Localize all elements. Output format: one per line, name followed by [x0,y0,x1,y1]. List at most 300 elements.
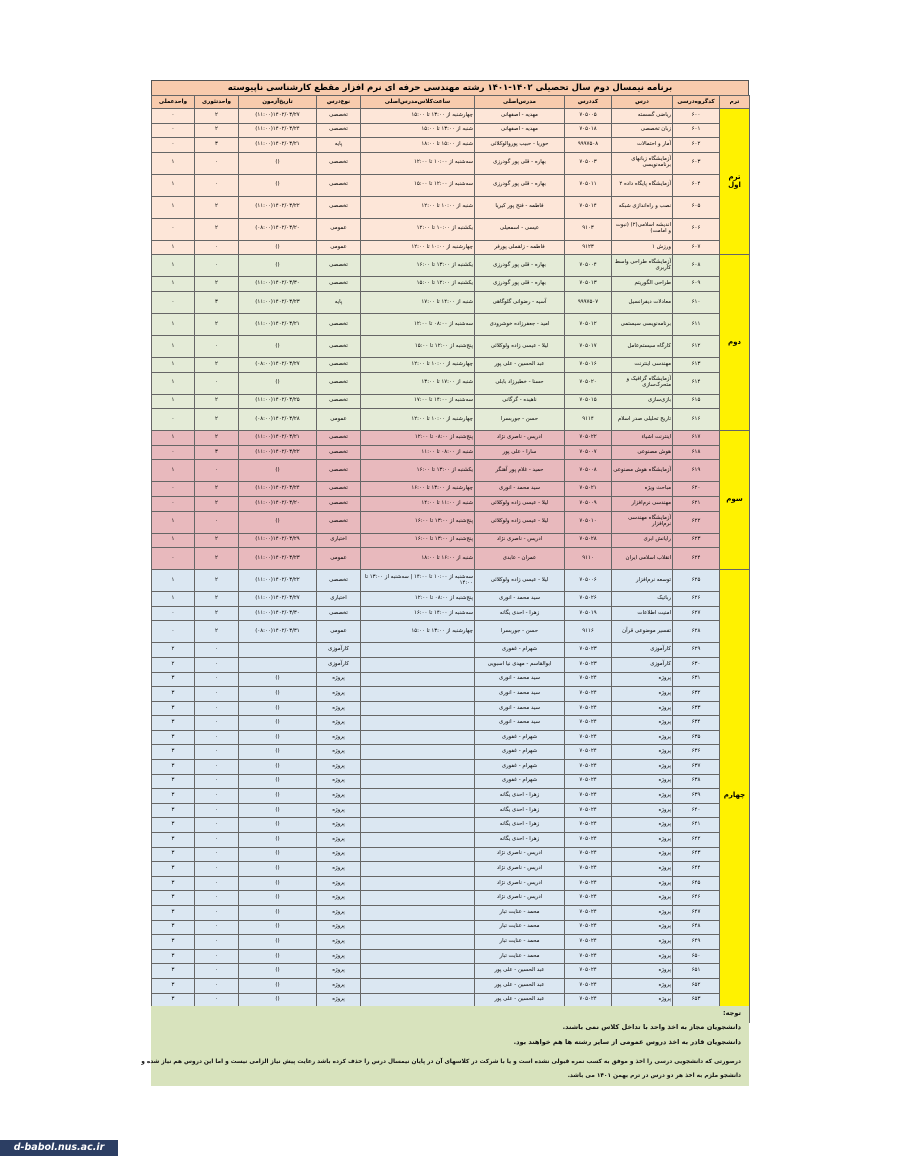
table-row [152,218,750,240]
cell-instructor: عمران - عابدی [475,548,565,570]
cell-course-name: آزمایشگاه زبانهای برنامه‌نویسی [612,152,673,174]
cell-group-code: ۶۲۰ [673,482,720,497]
cell-course-type: پروژه [317,847,361,862]
cell-instructor: محمد - عنایت تبار [475,949,565,964]
cell-course-type: پروژه [317,760,361,775]
cell-theory-units: ۲ [195,277,239,292]
cell-instructor: مهدیه - اصفهانی [475,123,565,138]
cell-group-code: ۶۳۴ [673,716,720,731]
cell-group-code: ۶۱۱ [673,313,720,335]
cell-instructor: بهاره - قلی پور گودرزی [475,277,565,292]
cell-course-name: پروژه [612,716,673,731]
cell-theory-units: ۲ [195,313,239,335]
cell-course-name: پروژه [612,949,673,964]
cell-course-code: ۷۰۵۰۲۴ [565,745,612,760]
cell-group-code: ۶۴۷ [673,906,720,921]
cell-theory-units: ۲ [195,570,239,592]
cell-practical-units: ۳ [152,833,195,848]
cell-course-code: ۷۰۵۰۲۳ [565,657,612,672]
cell-class-time [361,672,475,687]
cell-course-type: پروژه [317,891,361,906]
table-row [152,687,750,702]
cell-practical-units: ۱ [152,196,195,218]
cell-course-name: کارآموزی [612,643,673,658]
term-label: سوم [720,431,750,570]
table-row [152,196,750,218]
table-row [152,240,750,255]
table-body [152,109,750,1023]
cell-class-time: پنج‌شنبه از ۱۲:۰۰ تا ۱۵:۰۰ [361,335,475,357]
cell-course-name: ورزش ۱ [612,240,673,255]
cell-practical-units: ۱ [152,431,195,446]
cell-instructor: لیلا - عیسی زاده ولوکلائی [475,335,565,357]
cell-course-type: تخصصی [317,570,361,592]
cell-theory-units: ۰ [195,335,239,357]
cell-group-code: ۶۰۹ [673,277,720,292]
cell-group-code: ۶۴۵ [673,876,720,891]
cell-course-code: ۷۰۵۰۲۲ [565,431,612,446]
cell-instructor: زهرا - احدی یگانه [475,818,565,833]
col-header-term: ترم [720,96,750,109]
cell-practical-units: ۳ [152,920,195,935]
cell-theory-units: ۰ [195,760,239,775]
cell-instructor: آسیه - رضوانی گلوگاهی [475,291,565,313]
cell-practical-units: ۲ [152,643,195,658]
cell-exam-date: () [239,833,317,848]
table-row [152,906,750,921]
table-row [152,570,750,592]
cell-practical-units: ۳ [152,935,195,950]
col-header-class-time: ساعت‌کلاس‌مدرس‌اصلی [361,96,475,109]
col-header-instructor: مدرس‌اصلی [475,96,565,109]
cell-course-name: طراحی الگوریتم [612,277,673,292]
cell-course-name: پروژه [612,964,673,979]
cell-course-code: ۷۰۵۰۲۴ [565,906,612,921]
cell-instructor: سید محمد - انوری [475,687,565,702]
col-header-theory-units: واحدتئوری [195,96,239,109]
cell-group-code: ۶۰۶ [673,218,720,240]
cell-theory-units: ۰ [195,862,239,877]
cell-theory-units: ۰ [195,891,239,906]
cell-group-code: ۶۱۷ [673,431,720,446]
cell-instructor: بهاره - قلی پور گودرزی [475,152,565,174]
cell-group-code: ۶۰۲ [673,138,720,153]
cell-class-time: سه‌شنبه از ۱۴:۰۰ تا ۱۶:۰۰ [361,606,475,621]
cell-exam-date: () [239,716,317,731]
cell-course-type: اختیاری [317,533,361,548]
cell-group-code: ۶۴۴ [673,862,720,877]
cell-group-code: ۶۱۲ [673,335,720,357]
cell-theory-units: ۲ [195,357,239,372]
cell-course-name: توسعه نرم‌افزار [612,570,673,592]
cell-practical-units: ۳ [152,906,195,921]
table-row [152,431,750,446]
cell-course-type: پروژه [317,774,361,789]
cell-instructor: سید محمد - انوری [475,482,565,497]
cell-theory-units: ۰ [195,372,239,394]
cell-practical-units: ۳ [152,978,195,993]
cell-practical-units: ۳ [152,847,195,862]
cell-instructor: شهرام - غفوری [475,643,565,658]
cell-class-time: سه‌شنبه از ۱۴:۰۰ تا ۱۷:۰۰ [361,394,475,409]
cell-practical-units: ۱ [152,357,195,372]
cell-course-code: ۷۰۵۰۲۴ [565,774,612,789]
cell-group-code: ۶۵۱ [673,964,720,979]
cell-course-code: ۹۱۱۴ [565,409,612,431]
cell-course-code: ۷۰۵۰۲۰ [565,372,612,394]
cell-course-code: ۷۰۵۰۲۴ [565,964,612,979]
cell-exam-date: ۱۴۰۲/۰۳/۲۱(۱۱:۰۰) [239,431,317,446]
cell-exam-date: () [239,174,317,196]
cell-course-code: ۷۰۵۰۱۸ [565,123,612,138]
note-line: دانشجویان قادر به اخذ دروس عمومی از سایر رشته ها هم خواهند بود. [513,1038,741,1046]
cell-practical-units: ۰ [152,291,195,313]
cell-course-code: ۷۰۵۰۲۴ [565,993,612,1008]
cell-class-time: شنبه از ۱۶:۰۰ تا ۱۸:۰۰ [361,548,475,570]
cell-course-type: تخصصی [317,109,361,124]
cell-course-name: پروژه [612,803,673,818]
table-row [152,255,750,277]
cell-course-name: پروژه [612,672,673,687]
cell-course-name: امنیت اطلاعات [612,606,673,621]
cell-instructor: سید محمد - انوری [475,672,565,687]
cell-course-type: پایه [317,138,361,153]
cell-theory-units: ۲ [195,621,239,643]
cell-course-name: پروژه [612,978,673,993]
cell-practical-units: ۱ [152,335,195,357]
cell-course-type: تخصصی [317,277,361,292]
col-header-course: درس [612,96,673,109]
cell-course-name: پروژه [612,993,673,1008]
cell-course-code: ۷۰۵۰۲۴ [565,891,612,906]
table-row [152,949,750,964]
cell-course-code: ۹۹۹۷۵۰۷ [565,291,612,313]
cell-theory-units: ۲ [195,109,239,124]
table-row [152,511,750,533]
cell-practical-units: ۱ [152,533,195,548]
table-row [152,372,750,394]
cell-exam-date: ۱۴۰۲/۰۳/۲۲(۱۱:۰۰) [239,196,317,218]
cell-instructor: لیلا - عیسی زاده ولوکلائی [475,570,565,592]
cell-theory-units: ۰ [195,672,239,687]
cell-group-code: ۶۰۰ [673,109,720,124]
cell-practical-units: ۳ [152,760,195,775]
table-row [152,745,750,760]
table-header-row [152,96,750,109]
cell-course-type: تخصصی [317,431,361,446]
cell-course-type: تخصصی [317,460,361,482]
cell-group-code: ۶۰۳ [673,152,720,174]
cell-exam-date: ۱۴۰۲/۰۳/۳۰(۱۱:۰۰) [239,277,317,292]
cell-group-code: ۶۴۰ [673,803,720,818]
cell-class-time: سه‌شنبه از ۱۰:۰۰ تا ۱۴:۰۰ | سه‌شنبه از ۱۳:۰۰ تا ۱۴:۰۰ [361,570,475,592]
cell-exam-date: ۱۴۰۲/۰۳/۲۱(۱۱:۰۰) [239,313,317,335]
cell-course-code: ۹۱۱۶ [565,621,612,643]
cell-theory-units: ۰ [195,240,239,255]
cell-theory-units: ۰ [195,920,239,935]
cell-exam-date: ۱۴۰۲/۰۳/۲۴(۱۱:۰۰) [239,123,317,138]
cell-instructor: شهرام - غفوری [475,774,565,789]
cell-theory-units: ۰ [195,716,239,731]
cell-instructor: بهاره - قلی پور گودرزی [475,174,565,196]
cell-class-time [361,716,475,731]
cell-theory-units: ۰ [195,174,239,196]
cell-class-time: یکشنبه از ۱۳:۰۰ تا ۱۶:۰۰ [361,460,475,482]
cell-course-name: پروژه [612,876,673,891]
table-row [152,482,750,497]
cell-course-name: کارگاه سیستم‌عامل [612,335,673,357]
cell-practical-units: ۰ [152,123,195,138]
cell-instructor: سید محمد - انوری [475,716,565,731]
cell-practical-units: ۱ [152,240,195,255]
cell-group-code: ۶۳۶ [673,745,720,760]
cell-course-name: تاریخ تحلیلی صدر اسلام [612,409,673,431]
cell-instructor: زهرا - احدی یگانه [475,789,565,804]
cell-course-code: ۷۰۵۰۲۴ [565,920,612,935]
cell-group-code: ۶۲۳ [673,533,720,548]
cell-course-name: اندیشه اسلامی(۲) (نبوت و امامت) [612,218,673,240]
cell-instructor: لیلا - عیسی زاده ولوکلائی [475,511,565,533]
table-row [152,621,750,643]
table-row [152,533,750,548]
cell-class-time: یکشنبه از ۱۰:۰۰ تا ۱۲:۰۰ [361,218,475,240]
cell-theory-units: ۲ [195,482,239,497]
cell-exam-date: ۱۴۰۲/۰۳/۲۴(۱۱:۰۰) [239,482,317,497]
cell-group-code: ۶۵۳ [673,993,720,1008]
cell-course-name: آزمایشگاه پایگاه داده ۲ [612,174,673,196]
cell-practical-units: ۰ [152,218,195,240]
cell-course-type: تخصصی [317,445,361,460]
cell-instructor: عبد الحسین - علی پور [475,978,565,993]
cell-course-type: پروژه [317,876,361,891]
cell-class-time [361,687,475,702]
cell-exam-date [239,657,317,672]
cell-practical-units: ۰ [152,606,195,621]
cell-class-time: چهارشنبه از ۱۳:۰۰ تا ۱۶:۰۰ [361,482,475,497]
cell-theory-units: ۲ [195,218,239,240]
cell-theory-units: ۰ [195,833,239,848]
cell-group-code: ۶۲۲ [673,511,720,533]
cell-course-name: پروژه [612,906,673,921]
cell-instructor: حوریا - حبیب پوروالوکلائی [475,138,565,153]
cell-course-name: مهندسی نرم‌افزار [612,496,673,511]
cell-course-code: ۷۰۵۰۲۴ [565,701,612,716]
cell-course-type: تخصصی [317,313,361,335]
cell-class-time [361,701,475,716]
cell-practical-units: ۰ [152,621,195,643]
cell-class-time: چهارشنبه از ۱۰:۰۰ تا ۱۲:۰۰ [361,357,475,372]
note-line: دانشجویان مجاز به اخذ واحد با تداخل کلاس نمی باشند. [562,1023,741,1031]
cell-course-code: ۷۰۵۰۱۶ [565,357,612,372]
cell-course-type: پروژه [317,862,361,877]
site-logo[interactable]: d-babol.nus.ac.ir [0,1140,118,1156]
cell-course-code: ۷۰۵۰۲۴ [565,876,612,891]
cell-instructor: محمد - عنایت تبار [475,920,565,935]
cell-instructor: زهرا - احدی یگانه [475,803,565,818]
table-row [152,592,750,607]
cell-theory-units: ۳ [195,445,239,460]
table-row [152,862,750,877]
cell-instructor: لیلا - عیسی زاده ولوکلائی [475,496,565,511]
table-row [152,774,750,789]
cell-class-time: پنج‌شنبه از ۰۸:۰۰ تا ۱۲:۰۰ [361,431,475,446]
table-row [152,847,750,862]
cell-exam-date: ۱۴۰۲/۰۳/۲۰(۰۸:۰۰) [239,218,317,240]
cell-exam-date: () [239,847,317,862]
table-row [152,548,750,570]
cell-exam-date: () [239,687,317,702]
cell-exam-date: ۱۴۰۲/۰۳/۲۷(۱۱:۰۰) [239,592,317,607]
cell-course-name: پروژه [612,847,673,862]
cell-course-code: ۷۰۵۰۲۴ [565,847,612,862]
cell-exam-date: () [239,993,317,1008]
cell-course-name: پروژه [612,687,673,702]
cell-exam-date: ۱۴۰۲/۰۳/۲۷(۰۸:۰۰) [239,357,317,372]
cell-course-type: تخصصی [317,357,361,372]
cell-instructor: عبد الحسین - علی پور [475,993,565,1008]
cell-group-code: ۶۰۷ [673,240,720,255]
cell-group-code: ۶۲۹ [673,643,720,658]
cell-group-code: ۶۴۳ [673,847,720,862]
cell-course-code: ۷۰۵۰۲۳ [565,643,612,658]
cell-theory-units: ۳ [195,138,239,153]
cell-group-code: ۶۲۸ [673,621,720,643]
cell-course-type: پروژه [317,935,361,950]
cell-theory-units: ۲ [195,431,239,446]
cell-course-code: ۷۰۵۰۲۱ [565,482,612,497]
cell-group-code: ۶۵۲ [673,978,720,993]
cell-instructor: حسن - جوربسرا [475,409,565,431]
cell-instructor: شهرام - غفوری [475,745,565,760]
cell-course-name: آزمایشگاه طراحی واسط کاربری [612,255,673,277]
cell-theory-units: ۰ [195,774,239,789]
cell-instructor: فاطمه - زلقملی پورفر [475,240,565,255]
cell-exam-date: () [239,949,317,964]
cell-theory-units: ۰ [195,152,239,174]
cell-class-time [361,876,475,891]
cell-exam-date: ۱۴۰۲/۰۳/۲۳(۱۱:۰۰) [239,291,317,313]
cell-instructor: عبد الحسین - علی پور [475,964,565,979]
cell-course-name: برنامه‌نویسی سیستمی [612,313,673,335]
cell-class-time [361,657,475,672]
notes-box [141,1006,749,1086]
cell-practical-units: ۳ [152,716,195,731]
cell-exam-date: () [239,906,317,921]
cell-course-type: پایه [317,291,361,313]
cell-group-code: ۶۳۹ [673,789,720,804]
cell-course-name: رباتیک [612,592,673,607]
table-row [152,803,750,818]
term-label: دوم [720,255,750,431]
table-row [152,833,750,848]
cell-class-time: شنبه از ۱۳:۰۰ تا ۱۵:۰۰ [361,123,475,138]
cell-class-time [361,643,475,658]
cell-course-type: تخصصی [317,482,361,497]
cell-exam-date: () [239,891,317,906]
cell-course-name: پروژه [612,760,673,775]
cell-course-name: رایانش ابری [612,533,673,548]
cell-group-code: ۶۳۸ [673,774,720,789]
cell-course-name: بازی‌سازی [612,394,673,409]
cell-practical-units: ۱ [152,255,195,277]
cell-group-code: ۶۱۶ [673,409,720,431]
cell-class-time [361,833,475,848]
cell-practical-units: ۱ [152,313,195,335]
cell-course-type: تخصصی [317,174,361,196]
cell-course-code: ۷۰۵۰۰۶ [565,570,612,592]
cell-course-code: ۷۰۵۰۲۴ [565,949,612,964]
cell-instructor: زهرا - احدی یگانه [475,606,565,621]
cell-exam-date: ۱۴۰۲/۰۳/۲۲(۱۱:۰۰) [239,445,317,460]
cell-class-time [361,745,475,760]
cell-theory-units: ۰ [195,847,239,862]
page-title: برنامه نیمسال دوم سال تحصیلی ۱۴۰۲-۱۴۰۱ رشته مهندسی حرفه ای نرم افزار مقطع کارشناسی ناپیوسته [151,80,749,95]
cell-class-time [361,818,475,833]
col-header-group-code: کدگروه‌درسی [673,96,720,109]
cell-course-code: ۷۰۵۰۰۹ [565,496,612,511]
cell-course-code: ۷۰۵۰۲۸ [565,533,612,548]
cell-course-code: ۷۰۵۰۲۶ [565,592,612,607]
cell-class-time [361,803,475,818]
cell-exam-date: () [239,372,317,394]
cell-class-time: چهارشنبه از ۱۰:۰۰ تا ۱۲:۰۰ [361,240,475,255]
cell-instructor: ادریس - ناصری نژاد [475,431,565,446]
cell-course-name: زبان تخصصی [612,123,673,138]
cell-class-time: پنج‌شنبه از ۱۳:۰۰ تا ۱۶:۰۰ [361,511,475,533]
table-row [152,672,750,687]
cell-theory-units: ۲ [195,606,239,621]
cell-group-code: ۶۲۶ [673,592,720,607]
cell-practical-units: ۰ [152,109,195,124]
cell-theory-units: ۰ [195,993,239,1008]
table-row [152,496,750,511]
cell-practical-units: ۳ [152,730,195,745]
table-row [152,964,750,979]
cell-theory-units: ۰ [195,255,239,277]
cell-exam-date: ۱۴۰۲/۰۳/۲۰(۱۱:۰۰) [239,496,317,511]
cell-theory-units: ۰ [195,935,239,950]
cell-group-code: ۶۱۹ [673,460,720,482]
cell-course-code: ۷۰۵۰۲۴ [565,978,612,993]
cell-exam-date: () [239,803,317,818]
cell-practical-units: ۱ [152,592,195,607]
cell-theory-units: ۰ [195,818,239,833]
cell-exam-date: () [239,862,317,877]
cell-course-type: پروژه [317,730,361,745]
table-row [152,657,750,672]
note-line: درصورتی که دانشجویی درسی را اخذ و موفق به کسب نمره قبولی نشده است و یا با شرکت در کلاسهای آن در پایان نیمسال درس را حذف کرده باشد رعایت پیش نیاز الزامی نیست و اما این دروس هم نیاز شده و [141,1059,741,1065]
cell-course-code: ۷۰۵۰۲۴ [565,935,612,950]
cell-instructor: ابوالقاسم - مهدی نیا اسبویی [475,657,565,672]
cell-exam-date: () [239,789,317,804]
cell-theory-units: ۰ [195,803,239,818]
cell-instructor: عیسی - اسمعیلی [475,218,565,240]
schedule-sheet [151,80,749,1023]
cell-exam-date: () [239,964,317,979]
cell-course-name: ریاضی گسسته [612,109,673,124]
table-row [152,313,750,335]
cell-class-time: چهارشنبه از ۱۰:۰۰ تا ۱۲:۰۰ [361,409,475,431]
cell-instructor: فاطمه - فتح پور کیریا [475,196,565,218]
cell-course-name: پروژه [612,774,673,789]
cell-group-code: ۶۴۱ [673,818,720,833]
cell-group-code: ۶۳۵ [673,730,720,745]
cell-course-type: تخصصی [317,496,361,511]
cell-practical-units: ۳ [152,818,195,833]
cell-class-time [361,949,475,964]
cell-theory-units: ۰ [195,949,239,964]
cell-course-type: پروژه [317,920,361,935]
